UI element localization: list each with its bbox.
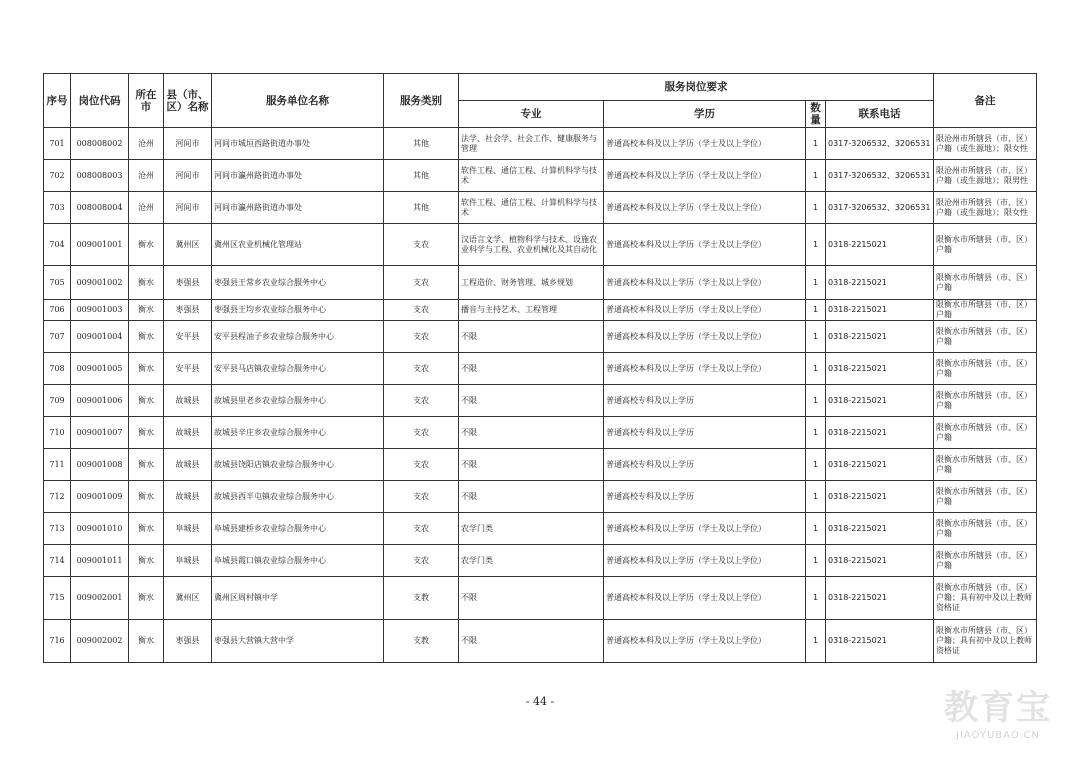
cell-remark: 限衡水市所辖县（市、区）户籍	[934, 481, 1037, 513]
cell-county: 阜城县	[164, 545, 212, 577]
cell-city: 衡水	[129, 513, 164, 545]
table-row	[44, 577, 1037, 620]
cell-quantity: 1	[806, 620, 826, 663]
cell-quantity: 1	[806, 266, 826, 300]
table-row	[44, 192, 1037, 224]
cell-major: 农学门类	[459, 513, 604, 545]
cell-major: 不限	[459, 449, 604, 481]
cell-remark: 限衡水市所辖县（市、区）户籍	[934, 385, 1037, 417]
cell-seq: 703	[44, 192, 71, 224]
cell-quantity: 1	[806, 192, 826, 224]
cell-major: 农学门类	[459, 545, 604, 577]
cell-unit: 枣强县大营镇大营中学	[212, 620, 384, 663]
cell-quantity: 1	[806, 385, 826, 417]
cell-phone: 0318-2215021	[826, 545, 934, 577]
cell-quantity: 1	[806, 160, 826, 192]
cell-unit: 阜城县霞口镇农业综合服务中心	[212, 545, 384, 577]
table-body	[44, 128, 1037, 663]
cell-remark: 限衡水市所辖县（市、区）户籍	[934, 449, 1037, 481]
header-county: 县（市、区）名称	[164, 74, 212, 128]
cell-phone: 0318-2215021	[826, 577, 934, 620]
header-phone: 联系电话	[826, 101, 934, 128]
cell-remark: 限沧州市所辖县（市、区）户籍（或生源地）；限女性	[934, 128, 1037, 160]
cell-education: 普通高校专科及以上学历	[604, 385, 806, 417]
cell-city: 衡水	[129, 417, 164, 449]
cell-major: 汉语言文学、植物科学与技术、设施农业科学与工程、农业机械化及其自动化	[459, 224, 604, 266]
cell-unit: 故城县里老乡农业综合服务中心	[212, 385, 384, 417]
cell-quantity: 1	[806, 353, 826, 385]
cell-county: 故城县	[164, 449, 212, 481]
cell-seq: 714	[44, 545, 71, 577]
cell-unit: 安平县马店镇农业综合服务中心	[212, 353, 384, 385]
cell-phone: 0318-2215021	[826, 353, 934, 385]
cell-city: 沧州	[129, 160, 164, 192]
cell-unit: 故城县辛庄乡农业综合服务中心	[212, 417, 384, 449]
cell-unit: 枣强县王均乡农业综合服务中心	[212, 300, 384, 321]
cell-phone: 0318-2215021	[826, 300, 934, 321]
cell-major: 软件工程、通信工程、计算机科学与技术	[459, 192, 604, 224]
cell-remark: 限衡水市所辖县（市、区）户籍；具有初中及以上教师资格证	[934, 577, 1037, 620]
cell-major: 不限	[459, 353, 604, 385]
cell-remark: 限衡水市所辖县（市、区）户籍	[934, 353, 1037, 385]
cell-post-code: 009001011	[71, 545, 129, 577]
cell-city: 衡水	[129, 449, 164, 481]
cell-remark: 限衡水市所辖县（市、区）户籍	[934, 417, 1037, 449]
cell-post-code: 009001007	[71, 417, 129, 449]
table-row	[44, 417, 1037, 449]
cell-city: 沧州	[129, 128, 164, 160]
cell-quantity: 1	[806, 300, 826, 321]
cell-county: 冀州区	[164, 577, 212, 620]
header-seq: 序号	[44, 74, 71, 128]
table-row	[44, 224, 1037, 266]
cell-unit: 河间市瀛州路街道办事处	[212, 192, 384, 224]
watermark-logo	[928, 688, 1068, 748]
cell-major: 不限	[459, 481, 604, 513]
header-remark: 备注	[934, 74, 1037, 128]
cell-education: 普通高校专科及以上学历	[604, 481, 806, 513]
cell-service-type: 支农	[384, 224, 459, 266]
cell-remark: 限衡水市所辖县（市、区）户籍	[934, 513, 1037, 545]
cell-service-type: 支农	[384, 266, 459, 300]
cell-post-code: 009001003	[71, 300, 129, 321]
header-post-code: 岗位代码	[71, 74, 129, 128]
header-unit: 服务单位名称	[212, 74, 384, 128]
cell-city: 衡水	[129, 266, 164, 300]
cell-post-code: 008008002	[71, 128, 129, 160]
cell-phone: 0318-2215021	[826, 481, 934, 513]
cell-education: 普通高校本科及以上学历（学士及以上学位）	[604, 577, 806, 620]
cell-remark: 限衡水市所辖县（市、区）户籍	[934, 300, 1037, 321]
cell-post-code: 009001005	[71, 353, 129, 385]
header-service-type: 服务类别	[384, 74, 459, 128]
cell-seq: 709	[44, 385, 71, 417]
cell-county: 故城县	[164, 417, 212, 449]
table-row	[44, 321, 1037, 353]
cell-service-type: 支教	[384, 620, 459, 663]
cell-phone: 0317-3206532、3206531	[826, 192, 934, 224]
cell-quantity: 1	[806, 513, 826, 545]
cell-education: 普通高校本科及以上学历（学士及以上学位）	[604, 224, 806, 266]
cell-education: 普通高校本科及以上学历（学士及以上学位）	[604, 513, 806, 545]
table-row	[44, 300, 1037, 321]
cell-major: 不限	[459, 321, 604, 353]
cell-education: 普通高校专科及以上学历	[604, 417, 806, 449]
cell-service-type: 支教	[384, 577, 459, 620]
cell-city: 衡水	[129, 385, 164, 417]
cell-unit: 枣强县王常乡农业综合服务中心	[212, 266, 384, 300]
cell-major: 法学、社会学、社会工作、健康服务与管理	[459, 128, 604, 160]
cell-phone: 0318-2215021	[826, 417, 934, 449]
cell-quantity: 1	[806, 224, 826, 266]
cell-quantity: 1	[806, 577, 826, 620]
page-number: - 44 -	[525, 695, 555, 708]
cell-phone: 0318-2215021	[826, 321, 934, 353]
cell-service-type: 支农	[384, 300, 459, 321]
cell-county: 故城县	[164, 481, 212, 513]
cell-unit: 安平县程油子乡农业综合服务中心	[212, 321, 384, 353]
cell-post-code: 009001001	[71, 224, 129, 266]
cell-seq: 707	[44, 321, 71, 353]
cell-major: 不限	[459, 417, 604, 449]
cell-seq: 712	[44, 481, 71, 513]
cell-major: 软件工程、通信工程、计算机科学与技术	[459, 160, 604, 192]
job-table	[43, 73, 1037, 663]
cell-post-code: 009002001	[71, 577, 129, 620]
cell-county: 枣强县	[164, 300, 212, 321]
cell-unit: 河间市瀛州路街道办事处	[212, 160, 384, 192]
header-quantity: 数量	[806, 101, 826, 128]
cell-city: 沧州	[129, 192, 164, 224]
cell-education: 普通高校本科及以上学历（学士及以上学位）	[604, 620, 806, 663]
table-row	[44, 128, 1037, 160]
table-row	[44, 266, 1037, 300]
cell-service-type: 支农	[384, 513, 459, 545]
cell-major: 不限	[459, 577, 604, 620]
cell-city: 衡水	[129, 353, 164, 385]
cell-service-type: 支农	[384, 481, 459, 513]
cell-county: 河间市	[164, 192, 212, 224]
cell-post-code: 009001004	[71, 321, 129, 353]
cell-service-type: 其他	[384, 192, 459, 224]
cell-major: 不限	[459, 620, 604, 663]
cell-remark: 限衡水市所辖县（市、区）户籍	[934, 224, 1037, 266]
cell-quantity: 1	[806, 449, 826, 481]
cell-service-type: 其他	[384, 128, 459, 160]
cell-service-type: 支农	[384, 545, 459, 577]
cell-city: 衡水	[129, 300, 164, 321]
cell-city: 衡水	[129, 577, 164, 620]
cell-education: 普通高校本科及以上学历（学士及以上学位）	[604, 160, 806, 192]
cell-phone: 0317-3206532、3206531	[826, 160, 934, 192]
cell-seq: 704	[44, 224, 71, 266]
header-education: 学历	[604, 101, 806, 128]
cell-county: 故城县	[164, 385, 212, 417]
cell-city: 衡水	[129, 321, 164, 353]
cell-county: 冀州区	[164, 224, 212, 266]
cell-education: 普通高校本科及以上学历（学士及以上学位）	[604, 266, 806, 300]
cell-service-type: 支农	[384, 417, 459, 449]
table-row	[44, 513, 1037, 545]
table-row	[44, 160, 1037, 192]
cell-seq: 702	[44, 160, 71, 192]
cell-seq: 713	[44, 513, 71, 545]
cell-service-type: 支农	[384, 449, 459, 481]
cell-seq: 716	[44, 620, 71, 663]
cell-education: 普通高校本科及以上学历（学士及以上学位）	[604, 545, 806, 577]
cell-remark: 限衡水市所辖县（市、区）户籍	[934, 321, 1037, 353]
cell-city: 衡水	[129, 545, 164, 577]
cell-remark: 限衡水市所辖县（市、区）户籍；具有初中及以上教师资格证	[934, 620, 1037, 663]
cell-education: 普通高校本科及以上学历（学士及以上学位）	[604, 353, 806, 385]
cell-seq: 708	[44, 353, 71, 385]
cell-post-code: 008008004	[71, 192, 129, 224]
cell-quantity: 1	[806, 545, 826, 577]
cell-phone: 0318-2215021	[826, 224, 934, 266]
cell-post-code: 009001002	[71, 266, 129, 300]
header-city: 所在市	[129, 74, 164, 128]
cell-post-code: 009001006	[71, 385, 129, 417]
cell-seq: 710	[44, 417, 71, 449]
cell-county: 安平县	[164, 353, 212, 385]
table-row	[44, 545, 1037, 577]
cell-seq: 715	[44, 577, 71, 620]
cell-seq: 711	[44, 449, 71, 481]
cell-remark: 限沧州市所辖县（市、区）户籍（或生源地）；限女性	[934, 192, 1037, 224]
cell-city: 衡水	[129, 481, 164, 513]
cell-phone: 0318-2215021	[826, 385, 934, 417]
cell-post-code: 009002002	[71, 620, 129, 663]
cell-major: 播音与主持艺术、工程管理	[459, 300, 604, 321]
cell-unit: 阜城县建桥乡农业综合服务中心	[212, 513, 384, 545]
cell-education: 普通高校本科及以上学历（学士及以上学位）	[604, 192, 806, 224]
cell-unit: 故城县饶阳店镇农业综合服务中心	[212, 449, 384, 481]
table-row	[44, 620, 1037, 663]
cell-county: 阜城县	[164, 513, 212, 545]
cell-education: 普通高校专科及以上学历	[604, 449, 806, 481]
cell-unit: 故城县西半屯镇农业综合服务中心	[212, 481, 384, 513]
cell-city: 衡水	[129, 224, 164, 266]
header-requirements: 服务岗位要求	[459, 74, 934, 101]
cell-service-type: 支农	[384, 353, 459, 385]
table-header	[44, 74, 1037, 128]
watermark-url: JIAOYUBAO.CN	[956, 730, 1040, 741]
cell-quantity: 1	[806, 417, 826, 449]
cell-phone: 0318-2215021	[826, 620, 934, 663]
cell-seq: 701	[44, 128, 71, 160]
cell-phone: 0318-2215021	[826, 513, 934, 545]
cell-phone: 0317-3206532、3206531	[826, 128, 934, 160]
header-major: 专业	[459, 101, 604, 128]
cell-county: 安平县	[164, 321, 212, 353]
watermark-text: 教育宝	[944, 688, 1052, 728]
cell-service-type: 其他	[384, 160, 459, 192]
cell-post-code: 009001009	[71, 481, 129, 513]
table-row	[44, 481, 1037, 513]
cell-remark: 限衡水市所辖县（市、区）户籍	[934, 266, 1037, 300]
cell-service-type: 支农	[384, 385, 459, 417]
cell-service-type: 支农	[384, 321, 459, 353]
table-row	[44, 353, 1037, 385]
cell-post-code: 009001010	[71, 513, 129, 545]
cell-education: 普通高校本科及以上学历（学士及以上学位）	[604, 321, 806, 353]
cell-unit: 河间市城垣西路街道办事处	[212, 128, 384, 160]
cell-county: 河间市	[164, 128, 212, 160]
cell-unit: 冀州区周村镇中学	[212, 577, 384, 620]
table-row	[44, 385, 1037, 417]
cell-major: 工程造价、财务管理、城乡规划	[459, 266, 604, 300]
cell-county: 枣强县	[164, 266, 212, 300]
cell-seq: 705	[44, 266, 71, 300]
cell-phone: 0318-2215021	[826, 449, 934, 481]
cell-post-code: 008008003	[71, 160, 129, 192]
table-row	[44, 449, 1037, 481]
cell-remark: 限沧州市所辖县（市、区）户籍（或生源地）；限男性	[934, 160, 1037, 192]
cell-post-code: 009001008	[71, 449, 129, 481]
cell-education: 普通高校本科及以上学历（学士及以上学位）	[604, 300, 806, 321]
cell-phone: 0318-2215021	[826, 266, 934, 300]
cell-quantity: 1	[806, 321, 826, 353]
cell-quantity: 1	[806, 128, 826, 160]
cell-county: 河间市	[164, 160, 212, 192]
cell-county: 枣强县	[164, 620, 212, 663]
cell-quantity: 1	[806, 481, 826, 513]
cell-education: 普通高校本科及以上学历（学士及以上学位）	[604, 128, 806, 160]
cell-city: 衡水	[129, 620, 164, 663]
cell-unit: 冀州区农业机械化管理站	[212, 224, 384, 266]
cell-seq: 706	[44, 300, 71, 321]
cell-major: 不限	[459, 385, 604, 417]
cell-remark: 限衡水市所辖县（市、区）户籍	[934, 545, 1037, 577]
